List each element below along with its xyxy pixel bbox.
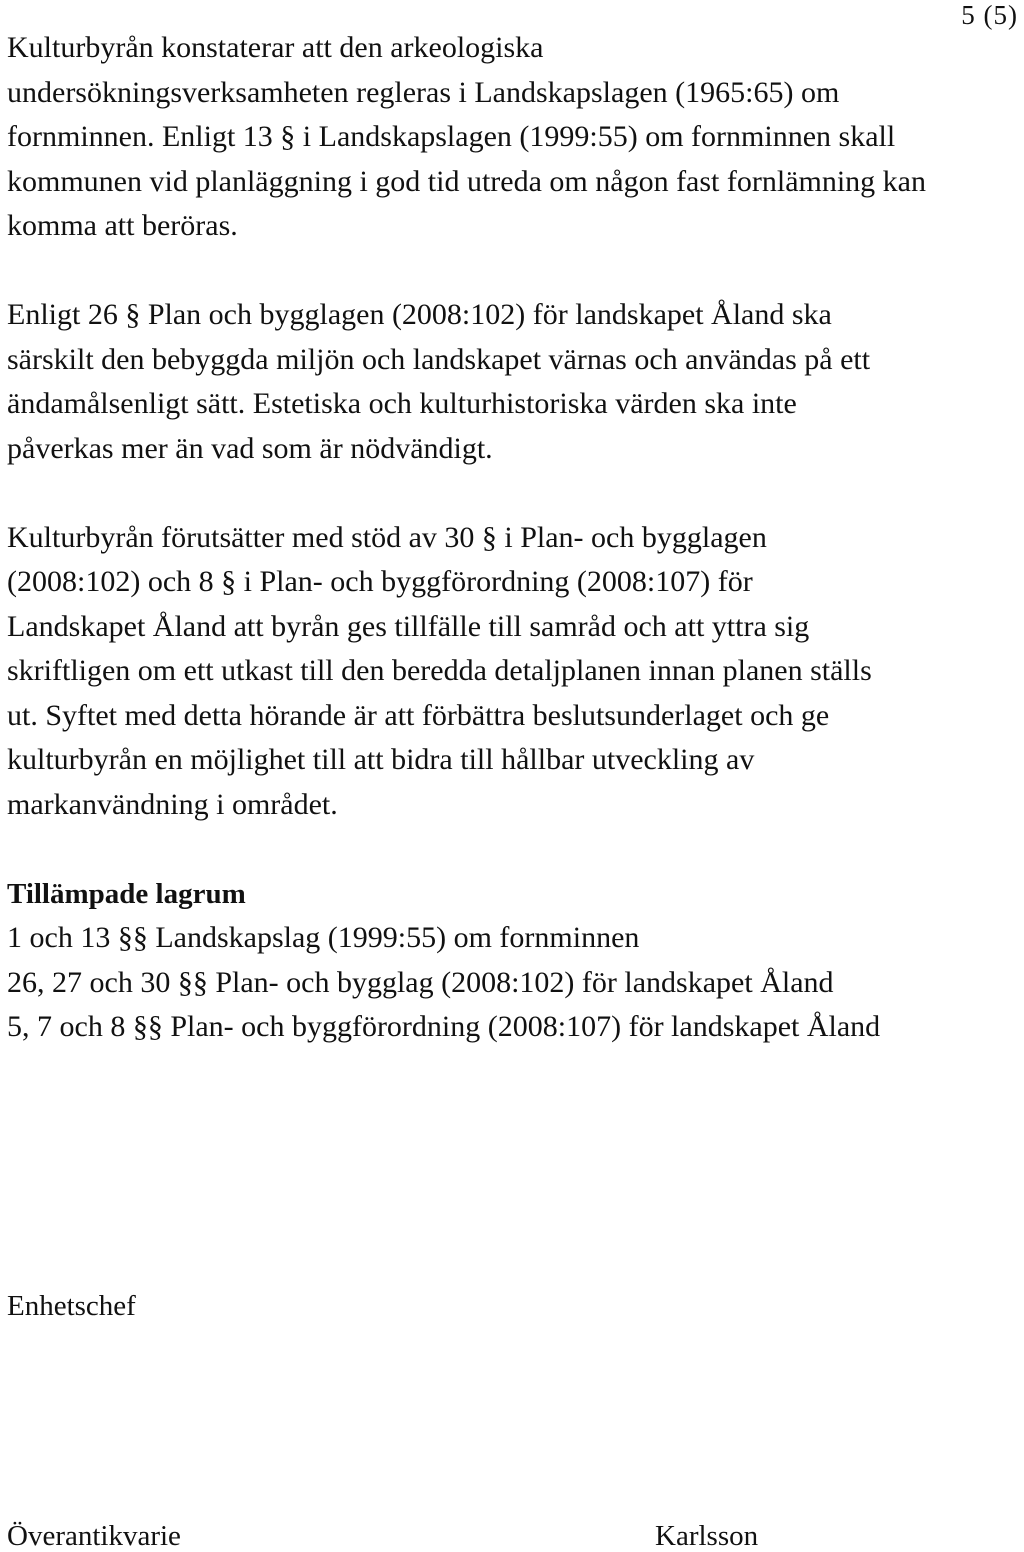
paragraph-consultation [7,516,1012,828]
paragraph-archaeology [7,26,1012,249]
paragraph-line: Kulturbyrån konstaterar att den arkeologiska [7,31,544,64]
applied-law-item: 1 och 13 §§ Landskapslag (1999:55) om fornminnen [7,921,640,954]
antikvarie-title: Överantikvarie [7,1520,181,1552]
paragraph-line: Kulturbyrån förutsätter med stöd av 30 § i Plan- och bygglagen [7,520,767,554]
applied-law-item: 5, 7 och 8 §§ Plan- och byggförordning (2008:107) för landskapet Åland [7,1010,881,1043]
paragraph-building-law [7,293,1012,471]
applied-laws-section [7,872,1012,1050]
paragraph-line: fornminnen. Enligt 13 § i Landskapslagen (1999:55) om fornminnen skall [7,120,896,153]
paragraph-line: (2008:102) och 8 § i Plan- och byggförordning (2008:107) för [7,565,753,598]
applied-law-item: 26, 27 och 30 §§ Plan- och bygglag (2008:102) för landskapet Åland [7,965,834,999]
paragraph-line: ut. Syftet med detta hörande är att förbättra beslutsunderlaget och ge [7,698,830,732]
antikvarie-name: Karlsson [655,1520,759,1552]
paragraph-line: ändamålsenligt sätt. Estetiska och kulturhistoriska värden ska inte [7,387,797,420]
paragraph-line: kommunen vid planläggning i god tid utreda om någon fast fornlämning kan [7,164,926,198]
paragraph-line: Landskapet Åland att byrån ges tillfälle till samråd och att yttra sig [7,609,810,643]
paragraph-line: särskilt den bebyggda miljön och landskapet värnas och användas på ett [7,342,871,376]
page-number: 5 (5) [961,0,1018,30]
paragraph-line: skriftligen om ett utkast till den beredda detaljplanen innan planen ställs [7,654,872,687]
paragraph-line: kulturbyrån en möjlighet till att bidra till hållbar utveckling av [7,743,755,776]
chief-title: Enhetschef [7,1290,136,1322]
paragraph-line: undersökningsverksamheten regleras i Landskapslagen (1965:65) om [7,75,840,109]
document-body [7,26,1012,1050]
applied-laws-heading: Tillämpade lagrum [7,877,246,910]
paragraph-line: komma att beröras. [7,209,238,242]
paragraph-line: Enligt 26 § Plan och bygglagen (2008:102) för landskapet Åland ska [7,298,832,331]
paragraph-line: påverkas mer än vad som är nödvändigt. [7,431,493,465]
paragraph-line: markanvändning i området. [7,787,338,821]
